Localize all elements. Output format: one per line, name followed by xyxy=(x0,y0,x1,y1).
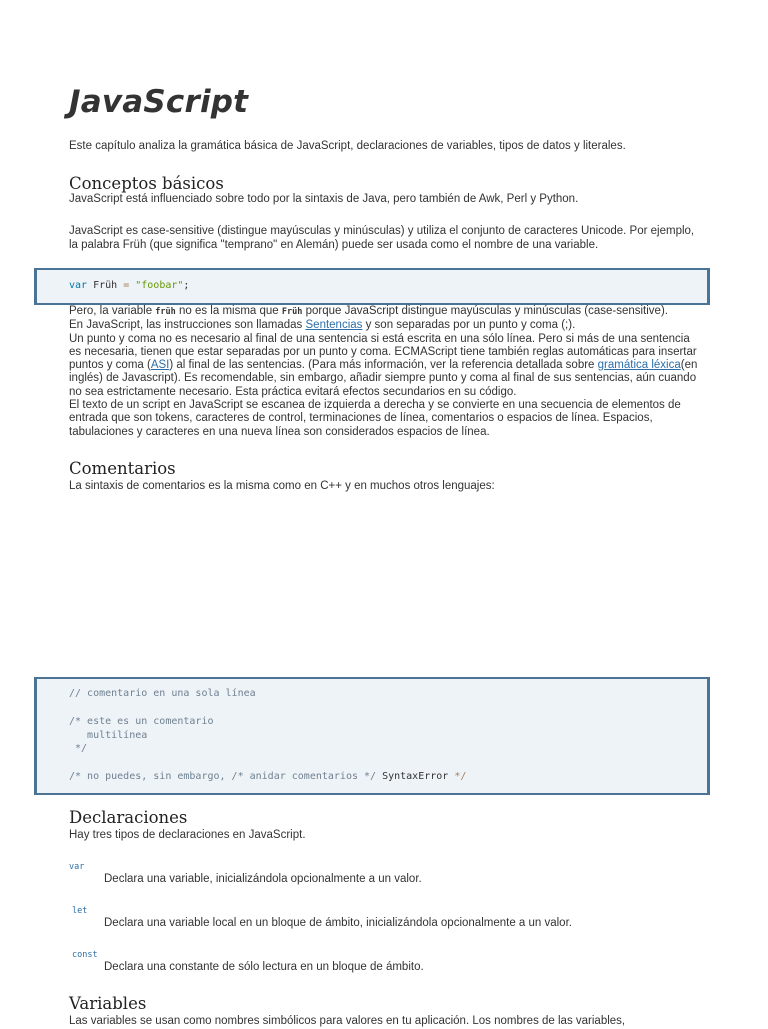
text-line: entrada que son tokens, caracteres de control, terminaciones de línea, comentarios o espacios de línea. Espacios, xyxy=(69,412,653,425)
variables-paragraph: Las variables se usan como nombres simbólicos para valores en tu aplicación. Los nombres de las variables, xyxy=(69,1015,626,1027)
decl-desc-const: Declara una constante de sólo lectura en un bloque de ámbito. xyxy=(104,961,424,973)
code-terminator: ; xyxy=(183,280,190,291)
decl-desc-var: Declara una variable, inicializándola opcionalmente a un valor. xyxy=(104,873,422,885)
conceptos-paragraph-2-line-1: JavaScript es case-sensitive (distingue mayúsculas y minúsculas) y utiliza el conjunto de caracteres Unicode. Por ejemplo, xyxy=(69,225,695,237)
link-gramatica-lexica[interactable]: gramática léxica xyxy=(597,359,681,372)
sentencias-paragraph xyxy=(69,305,709,439)
link-sentencias[interactable]: Sentencias xyxy=(305,319,363,332)
text-fragment: Pero, la variable xyxy=(69,305,156,317)
text-line: El texto de un script en JavaScript se escanea de izquierda a derecha y se convierte en una secuencia de elementos de xyxy=(69,399,681,412)
code-syntaxerror: SyntaxError xyxy=(376,771,455,782)
text-fragment: En JavaScript, las instrucciones son llamadas xyxy=(69,319,306,332)
heading-declaraciones: Declaraciones xyxy=(69,808,188,827)
code-line-nested xyxy=(69,771,466,782)
link-asi[interactable]: ASI xyxy=(150,359,170,372)
conceptos-paragraph-2-line-2: la palabra Früh (que significa "temprano" en Alemán) puede ser usada como el nombre de una variable. xyxy=(69,238,599,251)
intro-paragraph: Este capítulo analiza la gramática básica de JavaScript, declaraciones de variables, tipos de datos y literales. xyxy=(69,140,626,152)
declaraciones-paragraph: Hay tres tipos de declaraciones en JavaScript. xyxy=(69,829,306,841)
code-comment-close: */ xyxy=(454,771,467,782)
text-fragment: y son separadas por un punto y coma (;). xyxy=(362,319,576,332)
code-string: "foobar" xyxy=(129,280,184,291)
decl-term-let: let xyxy=(72,906,88,916)
code-comment-multi-3: */ xyxy=(69,743,88,754)
heading-comentarios: Comentarios xyxy=(69,459,176,478)
code-comment-multi-1: /* este es un comentario xyxy=(69,716,214,727)
text-fragment: ) al final de las sentencias. (Para más información, ver la referencia detallada sobre xyxy=(169,359,598,372)
code-keyword: var xyxy=(69,280,88,291)
code-block-comments xyxy=(34,677,710,795)
conceptos-paragraph-1: JavaScript está influenciado sobre todo por la sintaxis de Java, pero también de Awk, Perl y Python. xyxy=(69,193,579,205)
text-fragment: (en xyxy=(680,359,698,372)
text-line: Un punto y coma no es necesario al final de una sentencia si está escrita en una sólo línea. Pero si más de una sentencia xyxy=(69,332,690,345)
text-line: inglés) de Javascript). Es recomendable, sin embargo, añadir siempre punto y coma al final de sus sentencias, aún cuando xyxy=(69,372,697,385)
conceptos-paragraph-2 xyxy=(69,225,709,252)
code-comment-single: // comentario en una sola línea xyxy=(69,688,256,699)
comentarios-paragraph: La sintaxis de comentarios es la misma como en C++ y en muchos otros lenguajes: xyxy=(69,480,495,492)
text-fragment: puntos y coma ( xyxy=(69,359,151,372)
code-comment-multi-2: multilínea xyxy=(69,730,148,741)
code-comment-nested: /* no puedes, sin embargo, /* anidar comentarios */ xyxy=(69,771,377,782)
heading-variables: Variables xyxy=(69,994,147,1013)
code-identifier: Früh xyxy=(87,280,124,291)
inline-code-fruh-upper: Früh xyxy=(281,307,303,317)
decl-term-var: var xyxy=(69,862,85,872)
code-line xyxy=(69,280,189,291)
code-block-var xyxy=(34,268,710,305)
text-line: tabulaciones y caracteres en una nueva línea son considerados espacios de línea. xyxy=(69,425,490,438)
heading-conceptos: Conceptos básicos xyxy=(69,174,224,193)
code-operator: = xyxy=(123,280,130,291)
decl-desc-let: Declara una variable local en un bloque de ámbito, inicializándola opcionalmente a un valor. xyxy=(104,917,572,929)
text-fragment: no es la misma que xyxy=(175,305,282,317)
text-fragment: porque JavaScript distingue mayúsculas y minúsculas (case-sensitive). xyxy=(302,305,668,317)
decl-term-const: const xyxy=(72,950,98,960)
text-line: no sea estrictamente necesario. Esta práctica evitará efectos secundarios en su código. xyxy=(69,385,517,398)
page-title: JavaScript xyxy=(69,84,249,120)
inline-code-fruh-lower: früh xyxy=(155,307,176,317)
text-line: es necesaria, tienen que estar separadas por un punto y coma. ECMAScript tiene también reglas automáticas para insertar xyxy=(69,345,697,358)
